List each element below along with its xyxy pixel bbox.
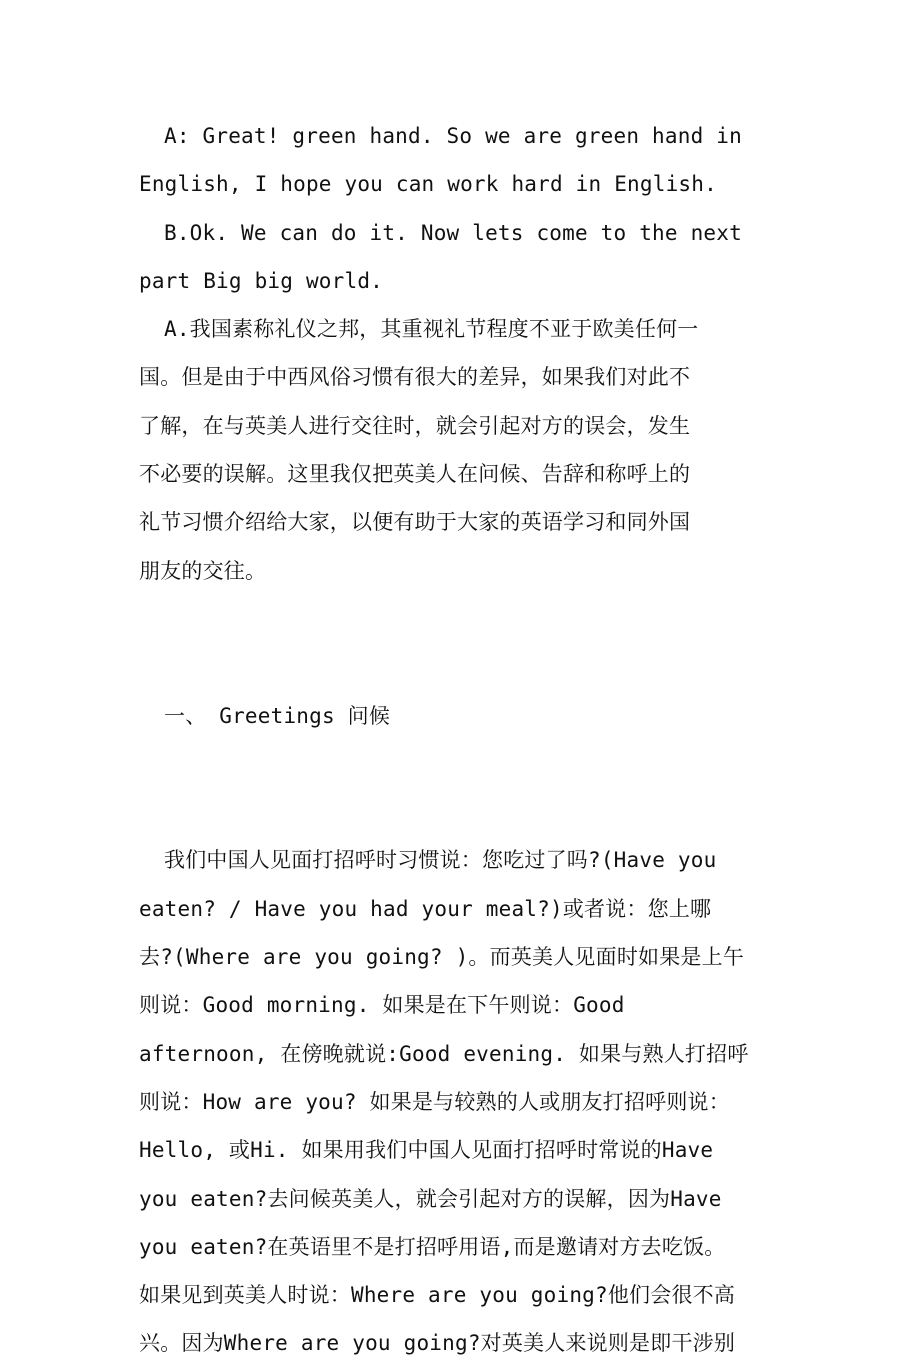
- text-line: you eaten?去问候英美人，就会引起对方的误解，因为Have: [139, 1186, 722, 1211]
- paragraph-etiquette-intro: [139, 305, 799, 595]
- heading-text: 一、 Greetings 问候: [164, 703, 391, 728]
- paragraph-dialogue-b: [139, 209, 799, 306]
- text-line: B.Ok. We can do it. Now lets come to the next: [164, 220, 742, 245]
- text-line: 去?(Where are you going? )。而英美人见面时如果是上午: [139, 945, 745, 970]
- paragraph-dialogue-a: [139, 112, 799, 209]
- paragraph-greetings-body: [139, 836, 799, 1367]
- document-body: [139, 112, 799, 1368]
- text-line: 国。但是由于中西风俗习惯有很大的差异，如果我们对此不: [139, 365, 691, 390]
- text-line: 不必要的误解。这里我仅把英美人在问候、告辞和称呼上的: [139, 462, 691, 487]
- text-line: 兴。因为Where are you going?对英美人来说则是即干涉别: [139, 1331, 736, 1356]
- section-heading-greetings: [139, 595, 799, 836]
- text-line: 如果见到英美人时说：Where are you going?他们会很不高: [139, 1283, 736, 1308]
- text-line: A: Great! green hand. So we are green hand in: [164, 124, 742, 148]
- text-line: part Big big world.: [139, 268, 384, 293]
- text-line: 朋友的交往。: [139, 558, 267, 583]
- text-line: afternoon, 在傍晚就说:Good evening. 如果与熟人打招呼: [139, 1041, 749, 1066]
- text-line: 我们中国人见面打招呼时习惯说：您吃过了吗?(Have you: [164, 848, 717, 873]
- text-line: you eaten?在英语里不是打招呼用语,而是邀请对方去吃饭。: [139, 1234, 726, 1259]
- text-line: 则说：Good morning. 如果是在下午则说：Good: [139, 993, 625, 1018]
- text-line: A.我国素称礼仪之邦，其重视礼节程度不亚于欧美任何一: [164, 317, 699, 342]
- text-line: 则说：How are you? 如果是与较熟的人或朋友打招呼则说：: [139, 1089, 730, 1114]
- text-line: 礼节习惯介绍给大家，以便有助于大家的英语学习和同外国: [139, 510, 691, 535]
- text-line: eaten? / Have you had your meal?)或者说：您上哪: [139, 896, 712, 921]
- text-line: English, I hope you can work hard in English.: [139, 172, 717, 197]
- text-line: 了解，在与英美人进行交往时，就会引起对方的误会，发生: [139, 413, 691, 438]
- text-line: Hello, 或Hi. 如果用我们中国人见面打招呼时常说的Have: [139, 1138, 714, 1163]
